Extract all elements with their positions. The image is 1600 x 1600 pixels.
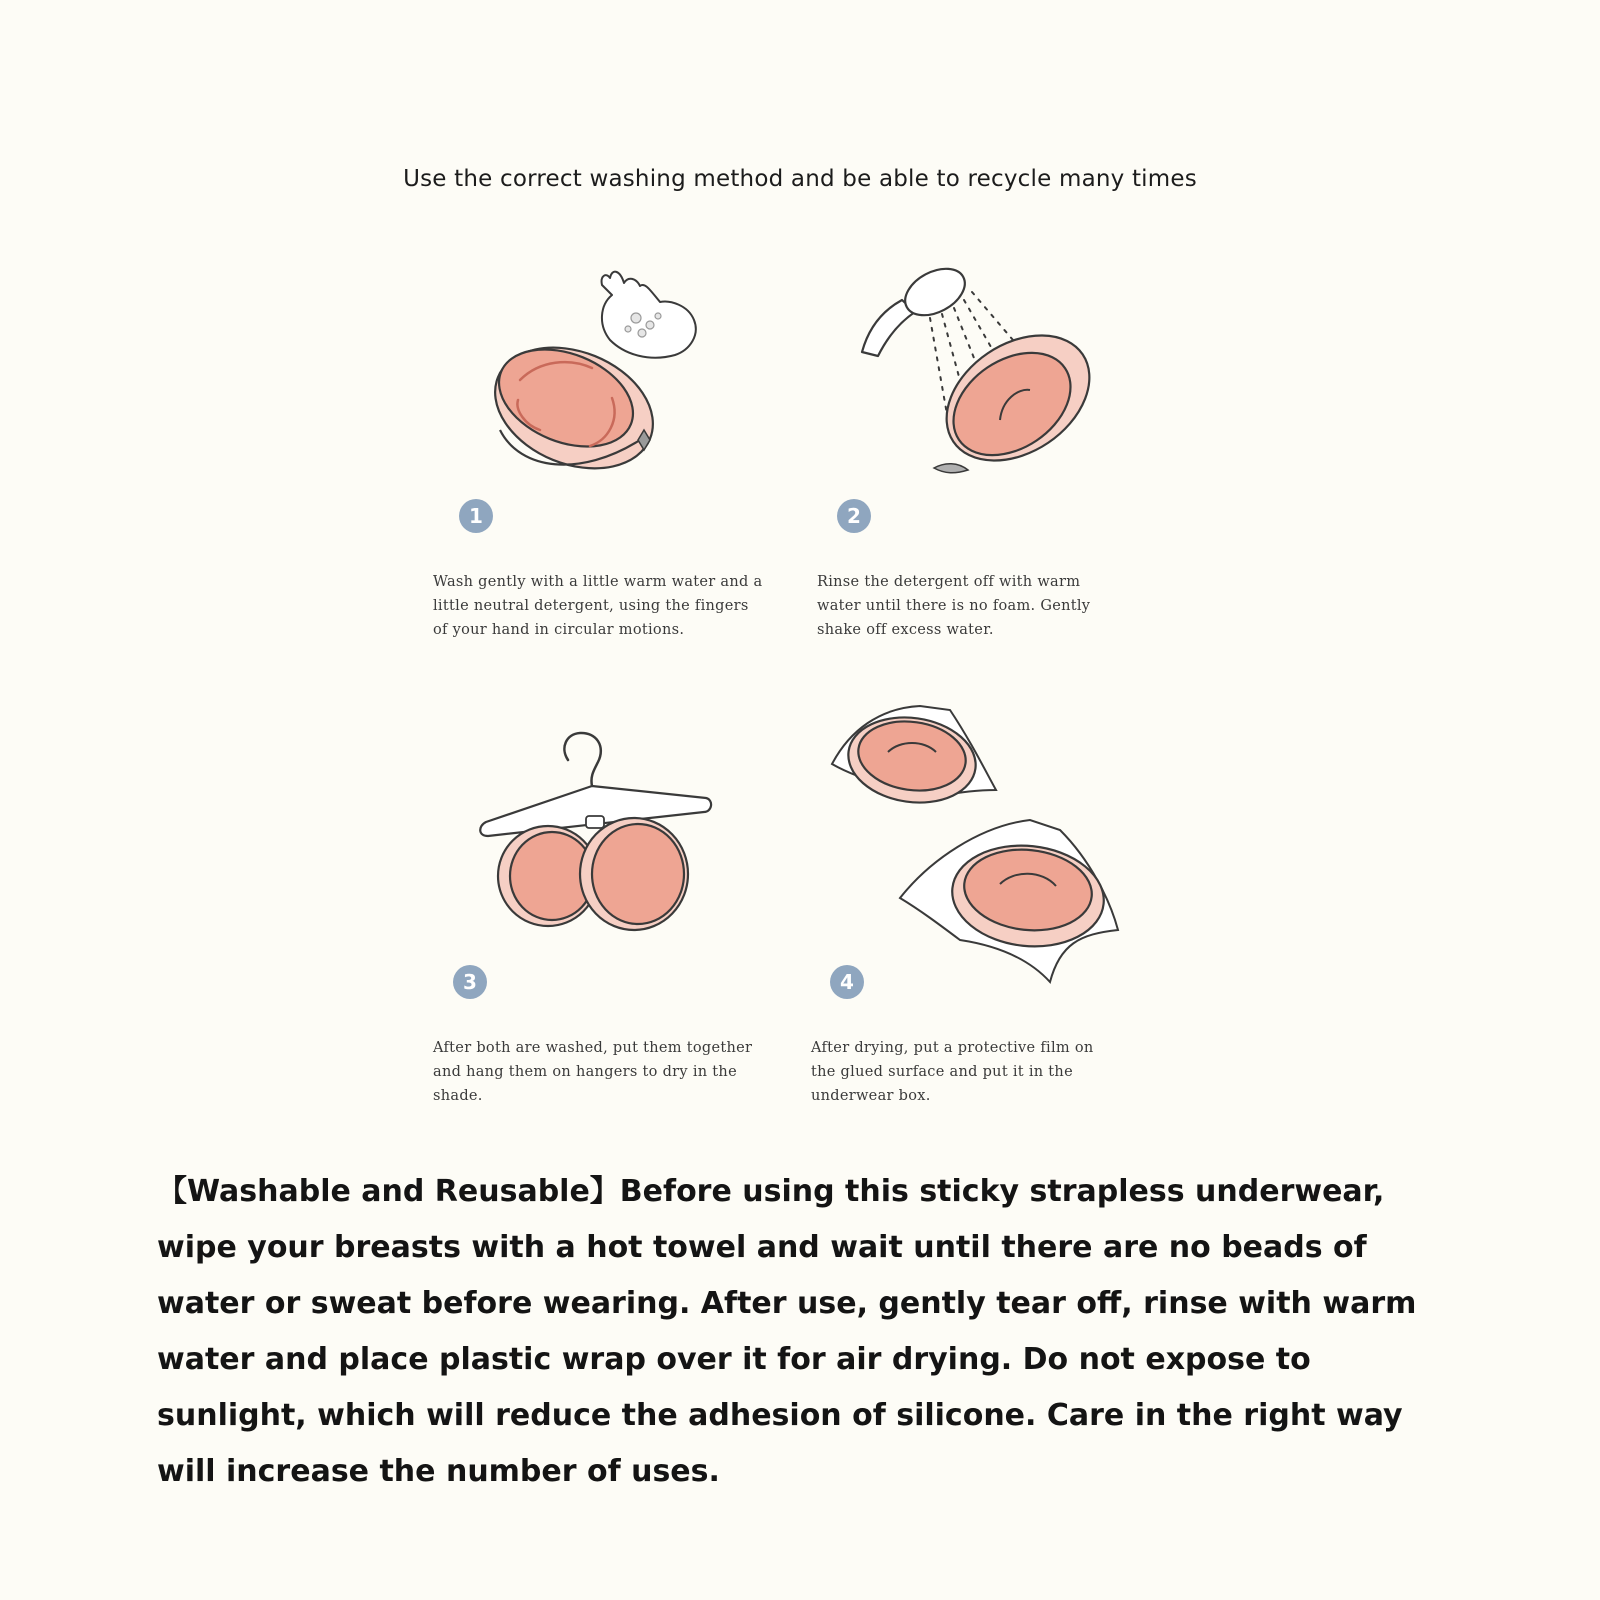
page-title: Use the correct washing method and be able to recycle many times [403,166,1197,192]
step-description: Wash gently with a little warm water and a little neutral detergent, using the fingers of your hand in circular motions. [433,574,763,638]
step-description: Rinse the detergent off with warm water until there is no foam. Gently shake off excess water. [817,574,1091,638]
step-number-badge: 1 [459,499,493,533]
care-note-paragraph: 【Washable and Reusable】Before using this sticky strapless underwear, wipe your breasts with a hot towel and wait until there are no beads of water or sweat before wearing. After use, gently tear off, rinse with warm water and place plastic wrap over it for air drying. Do not expose to sunlight, which will reduce the adhesion of silicone. Care in the right way will increase the number of uses. [157,1174,1417,1489]
step-description: After both are washed, put them together and hang them on hangers to dry in the shade. [433,1040,753,1104]
step-description: After drying, put a protective film on the glued surface and put it in the underwear box. [811,1040,1094,1104]
step-number-badge: 2 [837,499,871,533]
step-number-badge: 4 [830,965,864,999]
step-number-badge: 3 [453,965,487,999]
